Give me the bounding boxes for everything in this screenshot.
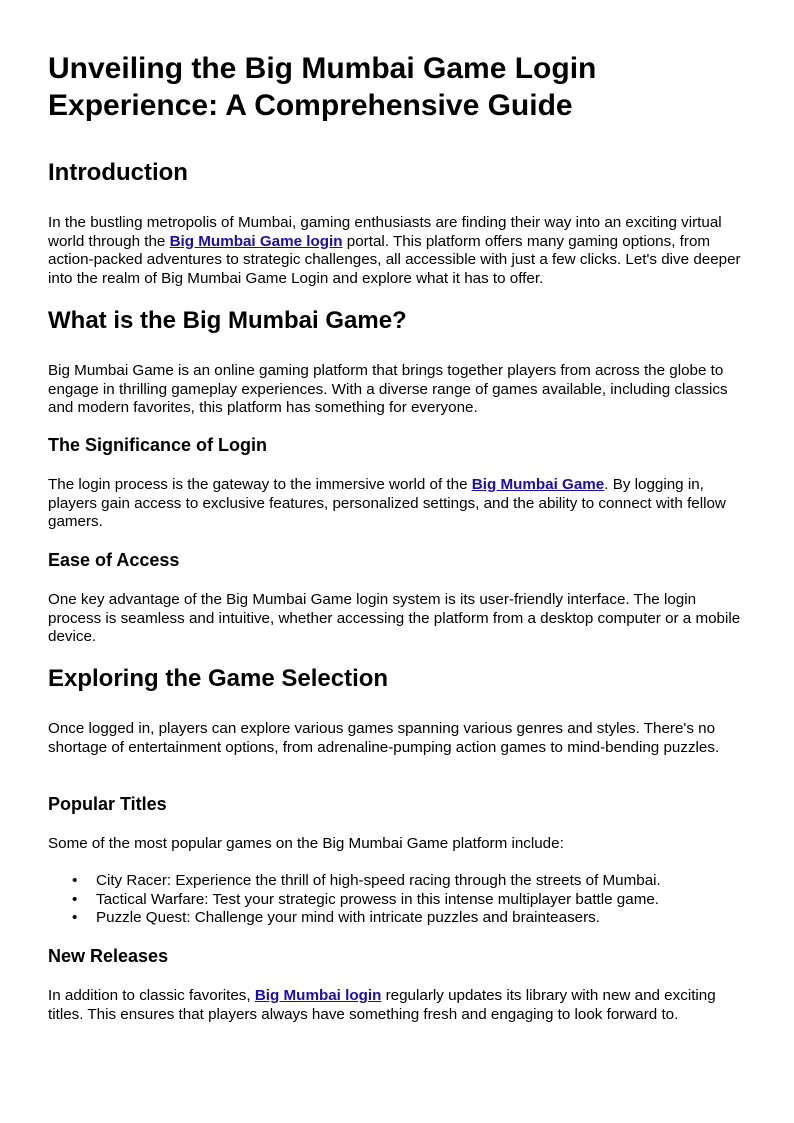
paragraph-introduction: [48, 214, 748, 288]
paragraph-what-is: Big Mumbai Game is an online gaming platform that brings together players from across the globe to engage in thrilling gameplay experiences. With a diverse range of games available, including classics and modern favorites, this platform has something for everyone.: [48, 362, 728, 416]
paragraph-text: regularly updates its library with new and exciting titles. This ensures that players always have something fresh and engaging to look forward to.: [48, 987, 716, 1023]
heading-what-is: What is the Big Mumbai Game?: [48, 307, 407, 334]
paragraph-popular-titles: Some of the most popular games on the Big Mumbai Game platform include:: [48, 835, 564, 852]
heading-new-releases: New Releases: [48, 946, 169, 966]
paragraph-text: In the bustling metropolis of Mumbai, gaming enthusiasts are finding their way into an exciting virtual world through the: [48, 214, 722, 250]
list-item: • Puzzle Quest: Challenge your mind with intricate puzzles and brainteasers.: [48, 909, 748, 928]
heading-ease-of-access: Ease of Access: [48, 550, 180, 570]
heading-popular-titles: Popular Titles: [48, 794, 167, 814]
paragraph-significance: [48, 476, 748, 532]
paragraph-text: . By logging in, players gain access to exclusive features, personalized settings, and the ability to connect with fellow gamers.: [48, 476, 726, 530]
list-item: • Tactical Warfare: Test your strategic prowess in this intense multiplayer battle game.: [48, 891, 748, 910]
paragraph-exploring: Once logged in, players can explore various games spanning various genres and styles. There's no shortage of entertainment options, from adrenaline-pumping action games to mind-bending puzzles.: [48, 720, 720, 756]
link-big-mumbai-game-login[interactable]: Big Mumbai Game login: [169, 232, 343, 250]
link-big-mumbai-game[interactable]: Big Mumbai Game: [471, 476, 605, 493]
paragraph-text: In addition to classic favorites,: [48, 987, 255, 1004]
paragraph-text: portal. This platform offers many gaming options, from action-packed adventures to strategic challenges, all accessible with just a few clicks. Let's dive deeper into the realm of Big Mumbai Game Login and explore what it has to offer.: [48, 232, 741, 287]
heading-significance: The Significance of Login: [48, 435, 268, 455]
popular-titles-list: [48, 872, 748, 928]
list-item: • City Racer: Experience the thrill of high-speed racing through the streets of Mumbai.: [48, 872, 748, 891]
heading-introduction: Introduction: [48, 159, 188, 186]
paragraph-text: The login process is the gateway to the immersive world of the: [48, 476, 472, 493]
paragraph-new-releases: [48, 987, 748, 1024]
paragraph-ease-of-access: One key advantage of the Big Mumbai Game login system is its user-friendly interface. The login process is seamless and intuitive, whether accessing the platform from a desktop computer or a mobile device.: [48, 591, 741, 645]
heading-exploring: Exploring the Game Selection: [48, 665, 389, 692]
link-big-mumbai-login[interactable]: Big Mumbai login: [254, 987, 382, 1004]
page-title: Unveiling the Big Mumbai Game Login Experience: A Comprehensive Guide: [48, 52, 597, 122]
